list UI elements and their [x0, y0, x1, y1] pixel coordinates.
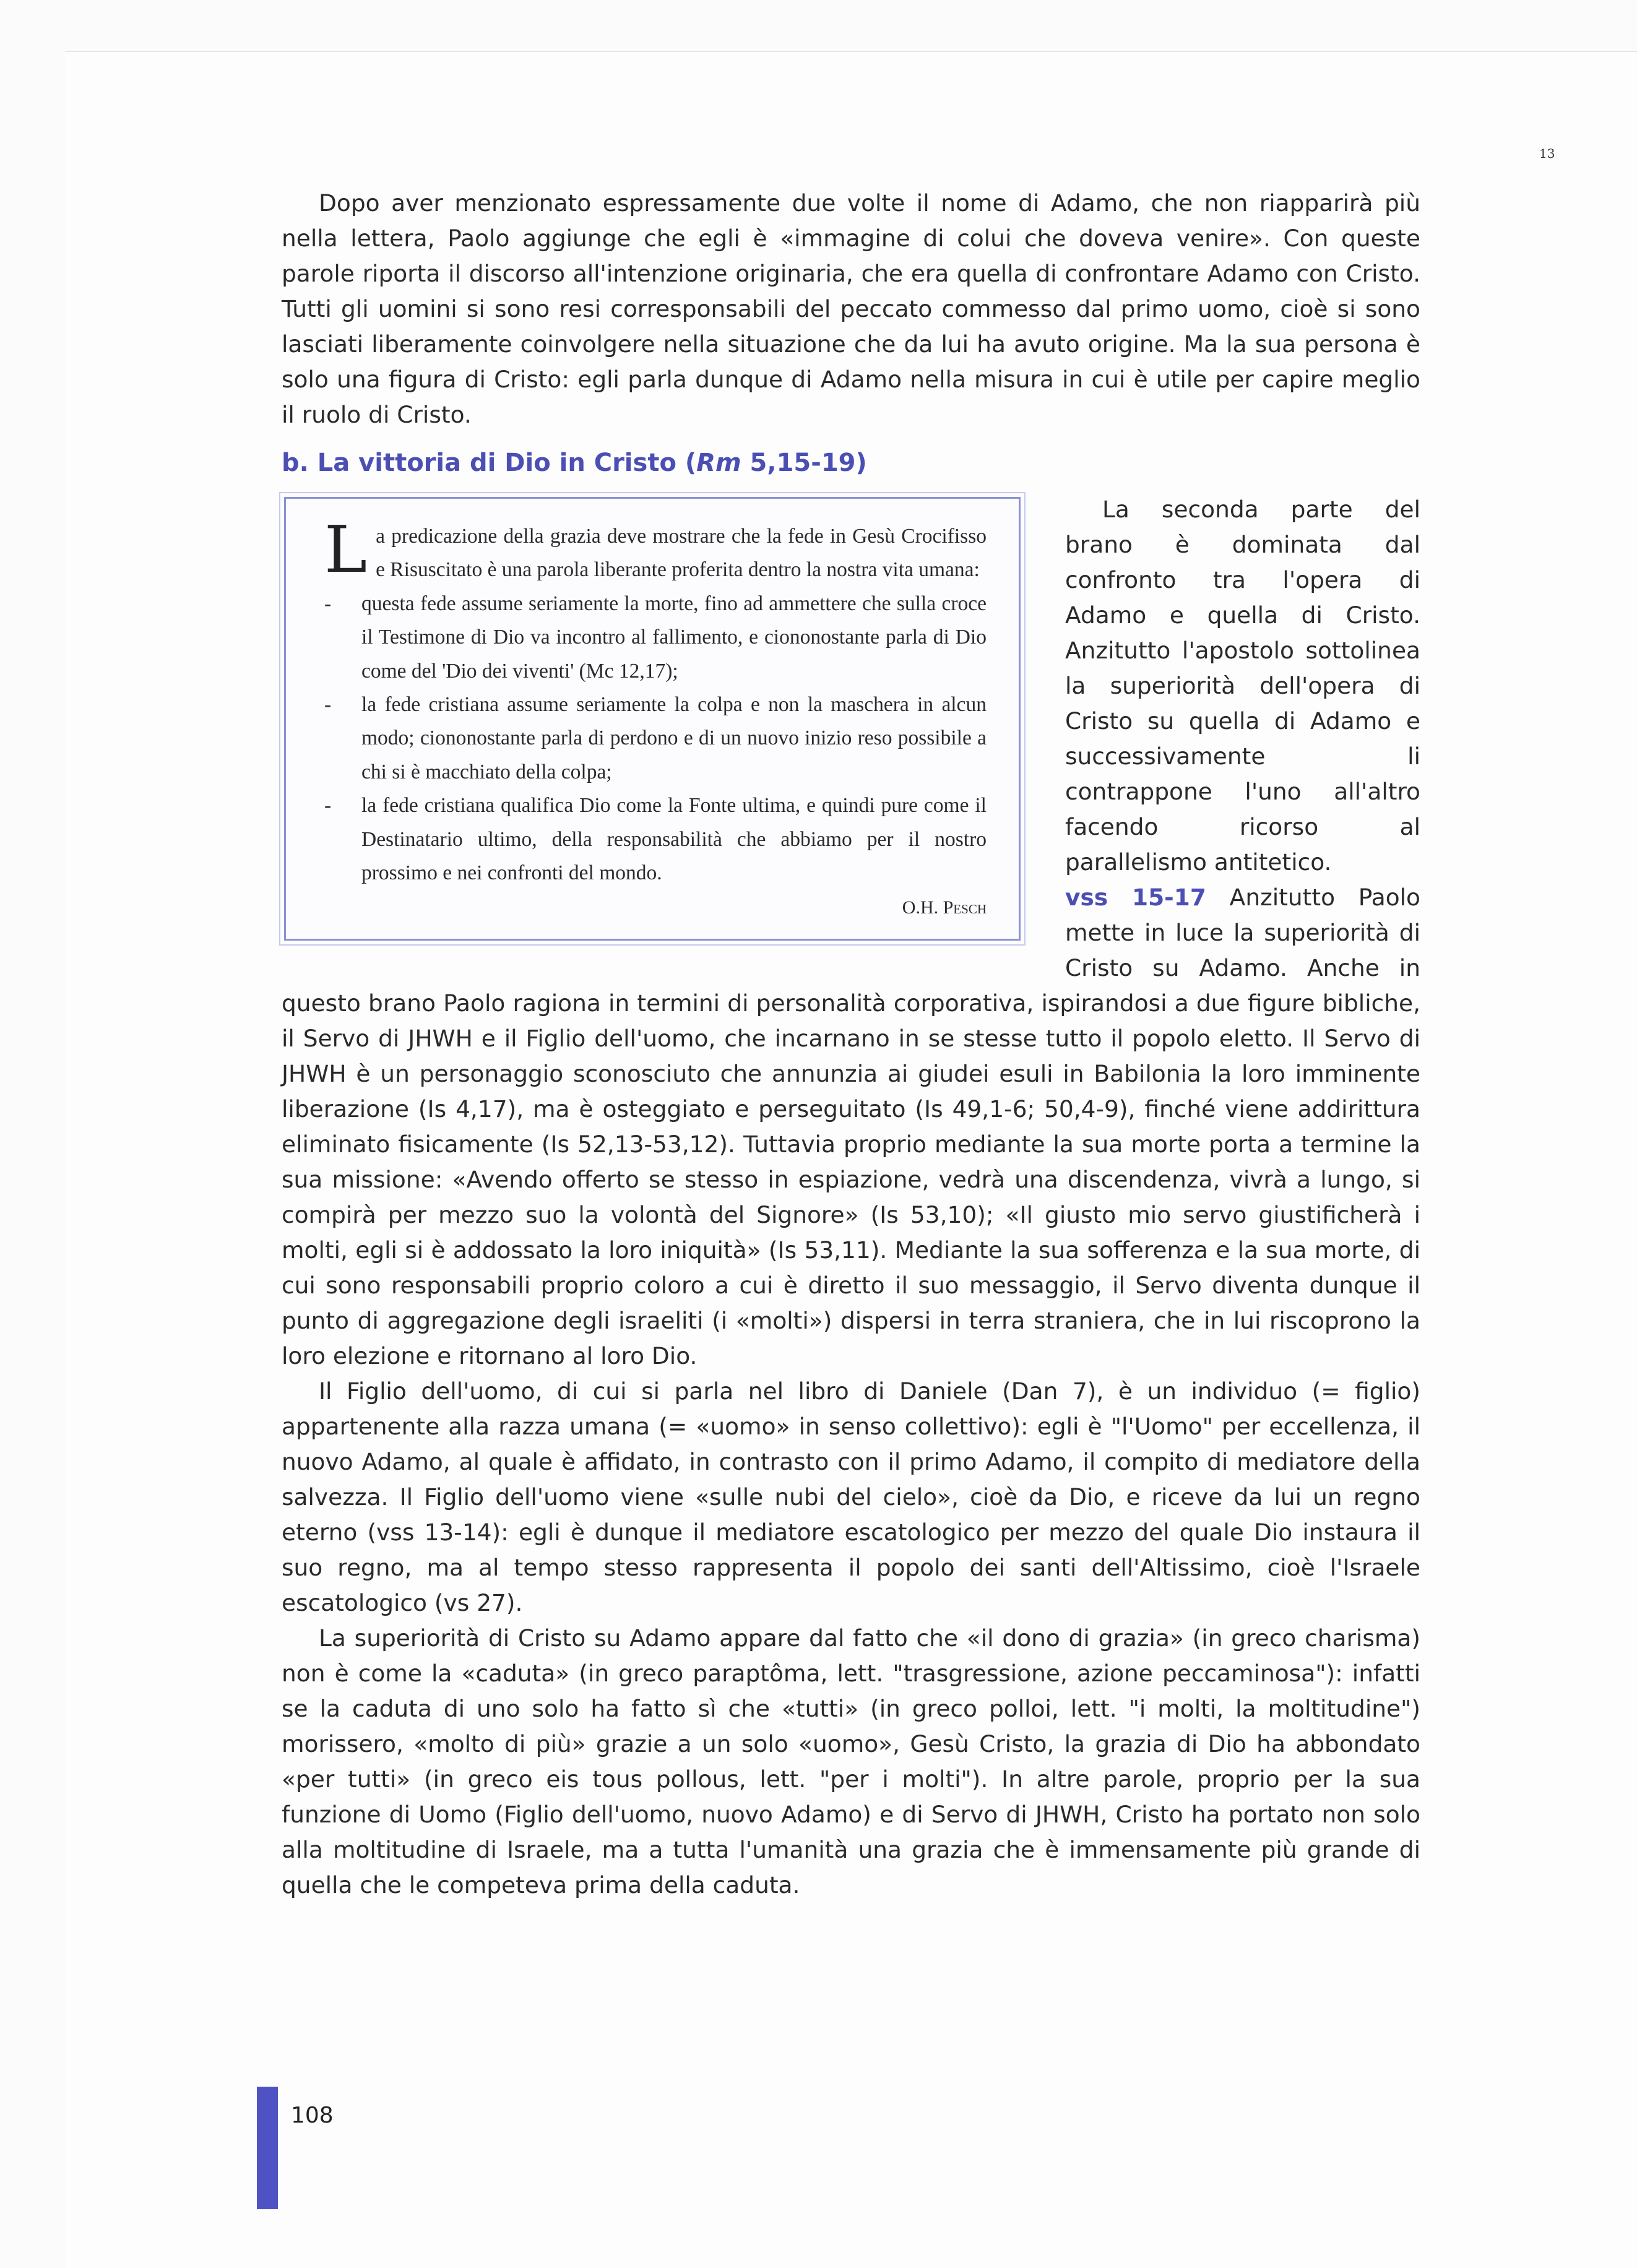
paragraph-vss-text: Anzitutto Paolo mette in luce la superiorità di Cristo su Adamo. Anche in questo brano Paolo ragiona in termini di personalità corporativa, ispirandosi a due figure bibliche, il Servo di JHWH e il Figlio dell'uomo, che incarnano in se stesse tutto il popolo eletto. Il Servo di JHWH è un personaggio sconosciuto che annunzia ai giudei esuli in Babilonia la loro imminente liberazione (Is 4,17), ma è osteggiato e perseguitato (Is 49,1-6; 50,4-9), finché viene addirittura eliminato fisicamente (Is 52,13-53,12). Tuttavia proprio mediante la sua morte porta a termine la sua missione: «Avendo offerto se stesso in espiazione, vedrà una discendenza, vivrà a lungo, si compirà per mezzo suo la volontà del Signore» (Is 53,10); «Il giusto mio servo giustificherà i molti, egli si è addossato la loro iniquità» (Is 53,11). Mediante la sua sofferenza e la sua morte, di cui sono responsabili proprio coloro a cui è diretto il suo messaggio, il Servo diventa dunque il punto di aggregazione degli israeliti (i «molti») dispersi in terra straniera, che in lui riscoprono la loro elezione e ritornano al loro Dio.: [282, 884, 1420, 1369]
paragraph-superiorita: La superiorità di Cristo su Adamo appare dal fatto che «il dono di grazia» (in greco charisma) non è come la «caduta» (in greco paraptôma, lett. "trasgressione, azione peccaminosa"): infatti se la caduta di uno solo ha fatto sì che «tutti» (in greco polloi, lett. "i molti, la moltitudine") morissero, «molto di più» grazie a un solo «uomo», Gesù Cristo, la grazia di Dio ha abbondato «per tutti» (in greco eis tous pollous, lett. "per i molti"). In altre parole, proprio per la sua funzione di Uomo (Figlio dell'uomo, nuovo Adamo) e di Servo di JHWH, Cristo ha portato non solo alla moltitudine di Israele, ma a tutta l'umanità una grazia che è immensamente più grande di quella che le competeva prima della caduta.: [282, 1624, 1420, 1899]
quote-author: [324, 891, 987, 925]
paragraph-vss-15-17: [282, 880, 1420, 1374]
quote-item: - questa fede assume seriamente la morte, fino ad ammettere che sulla croce il Testimone di Dio va incontro al fallimento, e ciononostante parla di Dio come del 'Dio dei viventi' (Mc 12,17);: [324, 587, 987, 688]
author-initials: O.H.: [902, 897, 943, 918]
author-name: Pesch: [943, 897, 987, 918]
page-accent-bar: [257, 2087, 278, 2209]
intro-paragraph: Dopo aver menzionato espressamente due volte il nome di Adamo, che non riapparirà più nella lettera, Paolo aggiunge che egli è «immagine di colui che doveva venire». Con queste parole riporta il discorso all'intenzione originaria, che era quella di confrontare Adamo con Cristo. Tutti gli uomini si sono resi corresponsabili del peccato commesso dal primo uomo, cioè si sono lasciati liberamente coinvolgere nella situazione che da lui ha avuto origine. Ma la sua persona è solo una figura di Cristo: egli parla dunque di Adamo nella misura in cui è utile per capire meglio il ruolo di Cristo.: [282, 189, 1420, 428]
paragraph-second-part: La seconda parte del brano è dominata dal confronto tra l'opera di Adamo e quella di Cristo. Anzitutto l'apostolo sottolinea la superiorità dell'opera di Cristo su quella di Adamo e successivamente li contrappone l'uno all'altro facendo ricorso al parallelismo antitetico.: [1065, 496, 1420, 876]
drop-cap: L: [324, 512, 368, 587]
heading-suffix: 5,15-19): [741, 449, 867, 477]
quote-item: - la fede cristiana assume seriamente la colpa e non la maschera in alcun modo; ciononostante parla di perdono e di un nuovo inizio reso possibile a chi si è macchiato della colpa;: [324, 688, 987, 789]
quote-box: [284, 497, 1021, 941]
heading-ref: Rm: [696, 449, 741, 477]
heading-prefix: b. La vittoria di Dio in Cristo (: [282, 449, 697, 477]
quote-lead: a predicazione della grazia deve mostrare che la fede in Gesù Crocifisso e Risuscitato è una parola liberante proferita dentro la nostra vita umana:: [376, 525, 987, 582]
quote-item: - la fede cristiana qualifica Dio come la Fonte ultima, e quindi pure come il Destinatario ultimo, della responsabilità che abbiamo per il nostro prossimo e nei confronti del mondo.: [324, 789, 987, 890]
page-content: [282, 186, 1420, 1903]
corner-page-number: 13: [1539, 146, 1555, 161]
quote-list: [324, 587, 987, 890]
section-heading: [282, 441, 1420, 485]
paragraph-figlio-uomo: Il Figlio dell'uomo, di cui si parla nel libro di Daniele (Dan 7), è un individuo (= figlio) appartenente alla razza umana (= «uomo» in senso collettivo): egli è "l'Uomo" per eccellenza, il nuovo Adamo, al quale è affidato, in contrasto con il primo Adamo, il compito di mediatore della salvezza. Il Figlio dell'uomo viene «sulle nubi del cielo», cioè da Dio, e riceve da lui un regno eterno (vss 13-14): egli è dunque il mediatore escatologico per mezzo del quale Dio instaura il suo regno, ma al tempo stesso rappresenta il popolo dei santi dell'Altissimo, cioè l'Israele escatologico (vs 27).: [282, 1378, 1420, 1616]
page-number: 108: [291, 2103, 334, 2128]
body-flow: [282, 492, 1420, 1374]
verse-label: vss 15-17: [1065, 884, 1206, 911]
